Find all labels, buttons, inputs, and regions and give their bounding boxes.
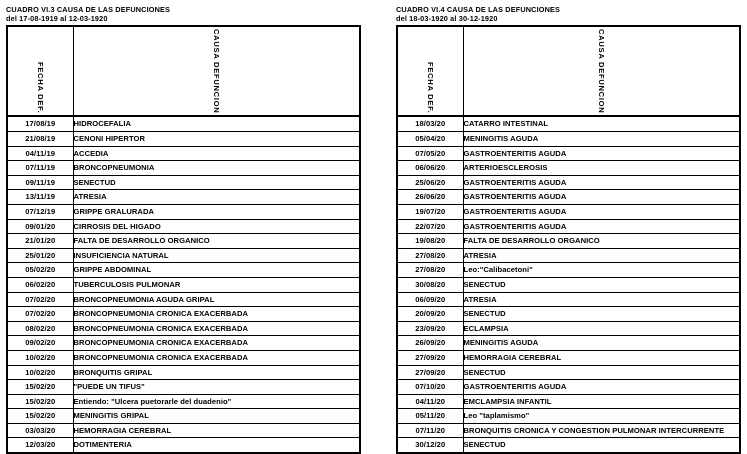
cell-fecha-def: 15/02/20 [7, 409, 73, 424]
table-row [397, 380, 740, 395]
cell-fecha-def: 21/01/20 [7, 234, 73, 249]
cell-fecha-def: 26/06/20 [397, 190, 463, 205]
table-row [397, 292, 740, 307]
cell-fecha-def: 27/08/20 [397, 263, 463, 278]
table-row [397, 438, 740, 453]
table-caption-title: CUADRO VI.4 CAUSA DE LAS DEFUNCIONES [396, 5, 561, 14]
cell-causa-defuncion: BRONQUITIS GRIPAL [73, 365, 360, 380]
cell-causa-defuncion: GASTROENTERITIS AGUDA [463, 204, 740, 219]
cell-causa-defuncion: ECLAMPSIA [463, 321, 740, 336]
cell-causa-defuncion: GRIPPE ABDOMINAL [73, 263, 360, 278]
cell-fecha-def: 30/12/20 [397, 438, 463, 453]
cell-fecha-def: 19/07/20 [397, 204, 463, 219]
cell-fecha-def: 25/01/20 [7, 248, 73, 263]
cell-fecha-def: 09/01/20 [7, 219, 73, 234]
table-row [397, 277, 740, 292]
column-header-fecha-def-label: FECHA DEF. [36, 61, 46, 114]
cell-fecha-def: 26/09/20 [397, 336, 463, 351]
cell-causa-defuncion: GASTROENTERITIS AGUDA [463, 146, 740, 161]
table-row [7, 277, 360, 292]
cell-fecha-def: 18/03/20 [397, 116, 463, 131]
table-row [397, 175, 740, 190]
table-row [7, 409, 360, 424]
table-row [397, 190, 740, 205]
cell-causa-defuncion: MENINGITIS AGUDA [463, 132, 740, 147]
table-row [397, 204, 740, 219]
cell-fecha-def: 05/04/20 [397, 132, 463, 147]
cell-causa-defuncion: "PUEDE UN TIFUS" [73, 380, 360, 395]
cell-causa-defuncion: Entiendo: "Ulcera puetorarle del duadenio" [73, 394, 360, 409]
cell-fecha-def: 30/08/20 [397, 277, 463, 292]
cell-fecha-def: 05/02/20 [7, 263, 73, 278]
cell-fecha-def: 07/11/20 [397, 423, 463, 438]
table-row [397, 146, 740, 161]
cell-causa-defuncion: BRONCOPNEUMONIA AGUDA GRIPAL [73, 292, 360, 307]
cell-causa-defuncion: HEMORRAGIA CEREBRAL [73, 423, 360, 438]
cell-causa-defuncion: BRONCOPNEUMONIA CRONICA EXACERBADA [73, 321, 360, 336]
cell-causa-defuncion: INSUFICIENCIA NATURAL [73, 248, 360, 263]
cell-causa-defuncion: ATRESIA [463, 292, 740, 307]
cell-fecha-def: 12/03/20 [7, 438, 73, 453]
table-row [397, 132, 740, 147]
table-row [7, 423, 360, 438]
cell-causa-defuncion: SENECTUD [463, 277, 740, 292]
table-panel-cuadro-vi-4 [396, 0, 741, 454]
cell-causa-defuncion: CIRROSIS DEL HIGADO [73, 219, 360, 234]
cell-fecha-def: 17/08/19 [7, 116, 73, 131]
table-row [7, 190, 360, 205]
cell-fecha-def: 20/09/20 [397, 307, 463, 322]
cell-causa-defuncion: ATRESIA [73, 190, 360, 205]
cell-fecha-def: 07/10/20 [397, 380, 463, 395]
cell-causa-defuncion: CATARRO INTESTINAL [463, 116, 740, 131]
table-panel-cuadro-vi-3 [6, 0, 361, 454]
cell-causa-defuncion: MENINGITIS AGUDA [463, 336, 740, 351]
table-row [7, 365, 360, 380]
cell-causa-defuncion: BRONCOPNEUMONIA CRONICA EXACERBADA [73, 307, 360, 322]
cell-fecha-def: 27/09/20 [397, 365, 463, 380]
cell-causa-defuncion: HIDROCEFALIA [73, 116, 360, 131]
cell-causa-defuncion: GASTROENTERITIS AGUDA [463, 190, 740, 205]
cell-causa-defuncion: FALTA DE DESARROLLO ORGANICO [463, 234, 740, 249]
table-row [7, 116, 360, 131]
table-row [397, 423, 740, 438]
cell-fecha-def: 10/02/20 [7, 350, 73, 365]
cell-causa-defuncion: ATRESIA [463, 248, 740, 263]
table-row [397, 263, 740, 278]
cell-fecha-def: 21/08/19 [7, 132, 73, 147]
cell-fecha-def: 07/05/20 [397, 146, 463, 161]
table-row [7, 380, 360, 395]
cell-causa-defuncion: GASTROENTERITIS AGUDA [463, 380, 740, 395]
table-caption-daterange: del 17-08-1919 al 12-03-1920 [6, 14, 108, 24]
table-row [397, 350, 740, 365]
table-row [7, 336, 360, 351]
cell-fecha-def: 07/02/20 [7, 307, 73, 322]
cell-fecha-def: 25/06/20 [397, 175, 463, 190]
cell-fecha-def: 04/11/19 [7, 146, 73, 161]
cell-causa-defuncion: BRONCOPNEUMONIA [73, 161, 360, 176]
cell-causa-defuncion: DOTIMENTERIA [73, 438, 360, 453]
cell-fecha-def: 03/03/20 [7, 423, 73, 438]
table-row [7, 321, 360, 336]
defunciones-table-vi-3 [6, 25, 361, 454]
cell-fecha-def: 08/02/20 [7, 321, 73, 336]
table-body-vi-4 [397, 116, 740, 453]
cell-causa-defuncion: BRONCOPNEUMONIA CRONICA EXACERBADA [73, 336, 360, 351]
cell-causa-defuncion: HEMORRAGIA CEREBRAL [463, 350, 740, 365]
cell-causa-defuncion: GRIPPE GRALURADA [73, 204, 360, 219]
cell-fecha-def: 27/08/20 [397, 248, 463, 263]
table-body-vi-3 [7, 116, 360, 453]
cell-fecha-def: 05/11/20 [397, 409, 463, 424]
table-row [7, 132, 360, 147]
cell-causa-defuncion: SENECTUD [463, 365, 740, 380]
cell-causa-defuncion: BRONCOPNEUMONIA CRONICA EXACERBADA [73, 350, 360, 365]
cell-causa-defuncion: SENECTUD [73, 175, 360, 190]
table-row [7, 292, 360, 307]
cell-fecha-def: 23/09/20 [397, 321, 463, 336]
table-row [7, 263, 360, 278]
cell-causa-defuncion: EMCLAMPSIA INFANTIL [463, 394, 740, 409]
table-row [7, 204, 360, 219]
cell-fecha-def: 06/06/20 [397, 161, 463, 176]
table-row [397, 409, 740, 424]
table-header-row [397, 26, 740, 116]
table-caption-title: CUADRO VI.3 CAUSA DE LAS DEFUNCIONES [6, 5, 171, 14]
cell-causa-defuncion: CENONI HIPERTOR [73, 132, 360, 147]
defunciones-table-vi-4 [396, 25, 741, 454]
cell-fecha-def: 07/02/20 [7, 292, 73, 307]
column-header-fecha-def-label: FECHA DEF. [426, 61, 436, 114]
table-row [7, 394, 360, 409]
column-header-causa-defuncion [463, 26, 740, 116]
table-row [397, 365, 740, 380]
table-row [397, 336, 740, 351]
cell-causa-defuncion: ARTERIOESCLEROSIS [463, 161, 740, 176]
cell-causa-defuncion: FALTA DE DESARROLLO ORGANICO [73, 234, 360, 249]
cell-fecha-def: 10/02/20 [7, 365, 73, 380]
cell-causa-defuncion: GASTROENTERITIS AGUDA [463, 175, 740, 190]
cell-fecha-def: 27/09/20 [397, 350, 463, 365]
cell-fecha-def: 15/02/20 [7, 394, 73, 409]
table-row [7, 438, 360, 453]
cell-fecha-def: 06/02/20 [7, 277, 73, 292]
table-row [7, 307, 360, 322]
table-row [397, 116, 740, 131]
table-row [397, 219, 740, 234]
column-header-fecha-def [397, 26, 463, 116]
cell-fecha-def: 19/08/20 [397, 234, 463, 249]
table-row [397, 234, 740, 249]
table-row [7, 234, 360, 249]
cell-fecha-def: 07/11/19 [7, 161, 73, 176]
table-row [7, 161, 360, 176]
cell-causa-defuncion: GASTROENTERITIS AGUDA [463, 219, 740, 234]
cell-causa-defuncion: Leo "taplamismo" [463, 409, 740, 424]
cell-fecha-def: 13/11/19 [7, 190, 73, 205]
cell-fecha-def: 22/07/20 [397, 219, 463, 234]
table-row [397, 321, 740, 336]
table-caption-cuadro-vi-3 [6, 0, 361, 23]
table-row [397, 307, 740, 322]
column-header-causa-defuncion-label: CAUSA DEFUNCION [597, 28, 607, 114]
table-row [7, 350, 360, 365]
cell-fecha-def: 04/11/20 [397, 394, 463, 409]
table-caption-cuadro-vi-4 [396, 0, 741, 23]
cell-causa-defuncion: ACCEDIA [73, 146, 360, 161]
cell-fecha-def: 07/12/19 [7, 204, 73, 219]
column-header-causa-defuncion-label: CAUSA DEFUNCION [212, 28, 222, 114]
table-header-row [7, 26, 360, 116]
table-row [7, 248, 360, 263]
column-header-causa-defuncion [73, 26, 360, 116]
table-row [397, 248, 740, 263]
table-row [7, 219, 360, 234]
cell-causa-defuncion: SENECTUD [463, 438, 740, 453]
cell-fecha-def: 15/02/20 [7, 380, 73, 395]
table-row [397, 161, 740, 176]
table-caption-daterange: del 18-03-1920 al 30-12-1920 [396, 14, 498, 24]
cell-fecha-def: 09/02/20 [7, 336, 73, 351]
table-row [7, 175, 360, 190]
cell-fecha-def: 06/09/20 [397, 292, 463, 307]
cell-fecha-def: 09/11/19 [7, 175, 73, 190]
cell-causa-defuncion: TUBERCULOSIS PULMONAR [73, 277, 360, 292]
column-header-fecha-def [7, 26, 73, 116]
cell-causa-defuncion: MENINGITIS GRIPAL [73, 409, 360, 424]
table-row [397, 394, 740, 409]
cell-causa-defuncion: Leo:"Calibacetoni" [463, 263, 740, 278]
table-row [7, 146, 360, 161]
cell-causa-defuncion: BRONQUITIS CRONICA Y CONGESTION PULMONAR INTERCURRENTE [463, 423, 740, 438]
cell-causa-defuncion: SENECTUD [463, 307, 740, 322]
